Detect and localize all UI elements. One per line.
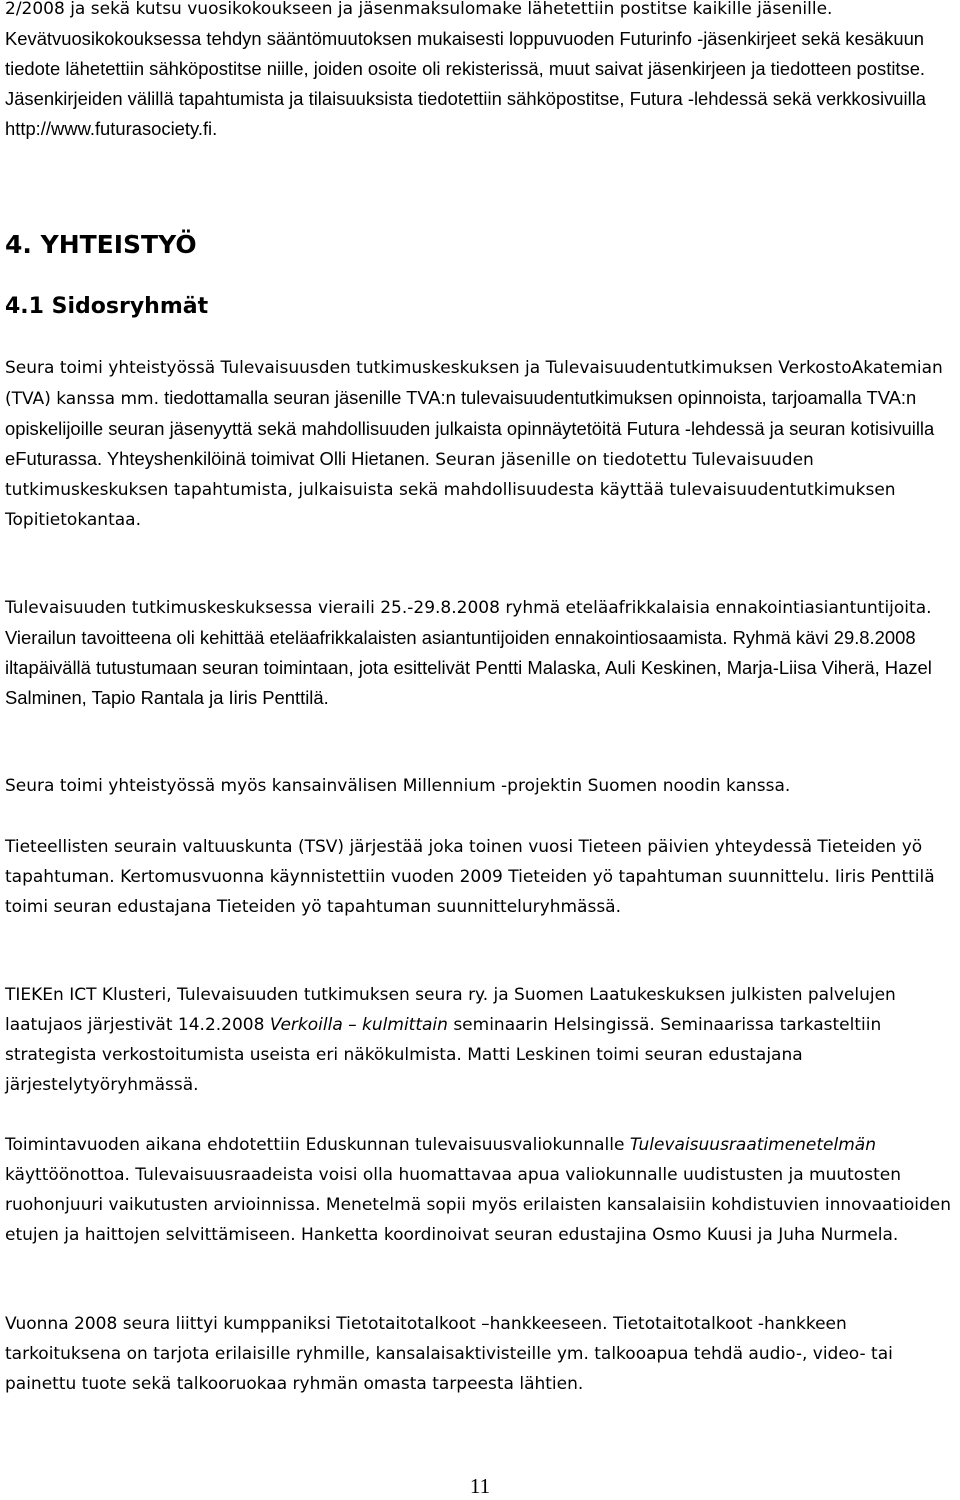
paragraph-tieteiden-yo: [5, 832, 956, 922]
paragraph-tietotaitotalkoot: [5, 1309, 956, 1399]
page-number: 11: [469, 1474, 491, 1498]
p6-text-a: Toimintavuoden aikana ehdotettiin Eduskunnan tulevaisuusvaliokunnalle: [5, 1135, 630, 1155]
p7-text-b: Tietotaitotalkoot -hankkeen tarkoituksena on tarjota erilaisille ryhmille, kansalaisaktivisteille ym. talkooapua tehdä audio-, video- tai painettu tuote sekä talkooruokaa ryhmän omasta tarpeesta lähtien.: [5, 1314, 893, 1394]
p6-method-name: Tulevaisuusraatimenetelmän: [629, 1135, 876, 1155]
p2-text-b: Vierailun tavoitteena oli kehittää eteläafrikkalaisten asiantuntijoiden ennakointiosaamista. Ryhmä kävi 29.8.2008 iltapäivällä tutustumaan seuran toimintaan, jota esittelivät Pentti Malaska, Auli Keskinen, Marja-Liisa Viherä, Hazel Salminen, Tapio Rantala ja Iiris Penttilä.: [5, 627, 932, 708]
p5-text-b: seminaarin Helsingissä.: [447, 1015, 655, 1035]
p5-seminar-title: Verkoilla – kulmittain: [269, 1015, 448, 1035]
p7-text-a: Vuonna 2008 seura liittyi kumppaniksi Tietotaitotalkoot –hankkeeseen.: [5, 1314, 608, 1334]
p6-text-c: Tulevaisuusraadeista voisi olla huomattavaa apua valiokunnalle uudistusten ja muutosten ruohonjuuri vaikutusten arvioinnissa. Menetelmä sopii myös erilaisten kansalaisiin kohdistuvien innovaatioiden etujen ja haittojen selvittämiseen. Hanketta koordinoivat seuran edustajina Osmo Kuusi ja Juha Nurmela.: [5, 1165, 951, 1245]
paragraph-millennium: [5, 771, 956, 801]
paragraph-tieke: [5, 980, 956, 1100]
p4-text-a: Tieteellisten seurain valtuuskunta (TSV) järjestää joka toinen vuosi Tieteen päivien yhteydessä Tieteiden yö tapahtuman.: [5, 837, 923, 887]
p1-text-c: Seuran jäsenille on tiedotettu Tulevaisuuden tutkimuskeskuksen tapahtumista, julkaisuista sekä mahdollisuudesta käyttää tulevaisuudentutkimuksen Topitietokantaa.: [5, 450, 896, 530]
p4-text-b: Kertomusvuonna käynnistettiin vuoden 2009 Tieteiden yö tapahtuman suunnittelu. Iiris Penttilä toimi seuran edustajana Tieteiden yö tapahtuman suunnitteluryhmässä.: [5, 867, 935, 917]
paragraph-tulevaisuusraati: [5, 1130, 956, 1250]
subsection-heading: 4.1 Sidosryhmät: [5, 294, 209, 319]
p6-text-b: käyttöönottoa.: [5, 1165, 130, 1185]
intro-text-a: 2/2008 ja sekä kutsu vuosikokoukseen ja jäsenmaksulomake lähetettiin postitse kaikille jäsenille.: [5, 0, 833, 19]
intro-text-b: Kevätvuosikokouksessa tehdyn sääntömuutoksen mukaisesti loppuvuoden Futurinfo -jäsenkirjeet sekä kesäkuun tiedote lähetettiin sähköpostitse niille, joiden osoite oli rekisterissä, muut saivat jäsenkirjeen ja tiedotteen postitse. Jäsenkirjeiden välillä tapahtumista ja tilaisuuksista tiedotettiin sähköpostitse, Futura -lehdessä sekä verkkosivuilla http://www.futurasociety.fi.: [5, 28, 927, 139]
p5-text-c: Seminaarissa tarkasteltiin strategista verkostoitumista useista eri näkökulmista. Matti Leskinen toimi seuran edustajana järjestelytyöryhmässä.: [5, 1015, 882, 1095]
p2-text-a: Tulevaisuuden tutkimuskeskuksessa vieraili 25.-29.8.2008 ryhmä eteläafrikkalaisia ennakointiasiantuntijoita.: [5, 598, 932, 618]
p1-text-b: tiedottamalla seuran jäsenille TVA:n tulevaisuudentutkimuksen opinnoista, tarjoamalla TVA:n opiskelijoille seuran jäsenyyttä sekä mahdollisuuden julkaista opinnäytetöitä Futura -lehdessä ja seuran kotisivuilla eFuturassa. Yhteyshenkilöinä toimivat Olli Hietanen.: [5, 387, 935, 469]
paragraph-vierailu: [5, 592, 956, 713]
p5-text-a: TIEKEn ICT Klusteri, Tulevaisuuden tutkimuksen seura ry. ja Suomen Laatukeskuksen julkisten palvelujen laatujaos järjestivät 14.2.2008: [5, 985, 896, 1035]
paragraph-sidosryhmat: [5, 353, 956, 535]
p1-text-a: Seura toimi yhteistyössä Tulevaisuusden tutkimuskeskuksen ja Tulevaisuudentutkimuksen VerkostoAkatemian (TVA) kanssa mm.: [5, 358, 943, 409]
intro-paragraph: [5, 0, 956, 144]
p3-text: Seura toimi yhteistyössä myös kansainvälisen Millennium -projektin Suomen noodin kanssa.: [5, 776, 791, 796]
section-heading: 4. YHTEISTYÖ: [5, 230, 197, 259]
